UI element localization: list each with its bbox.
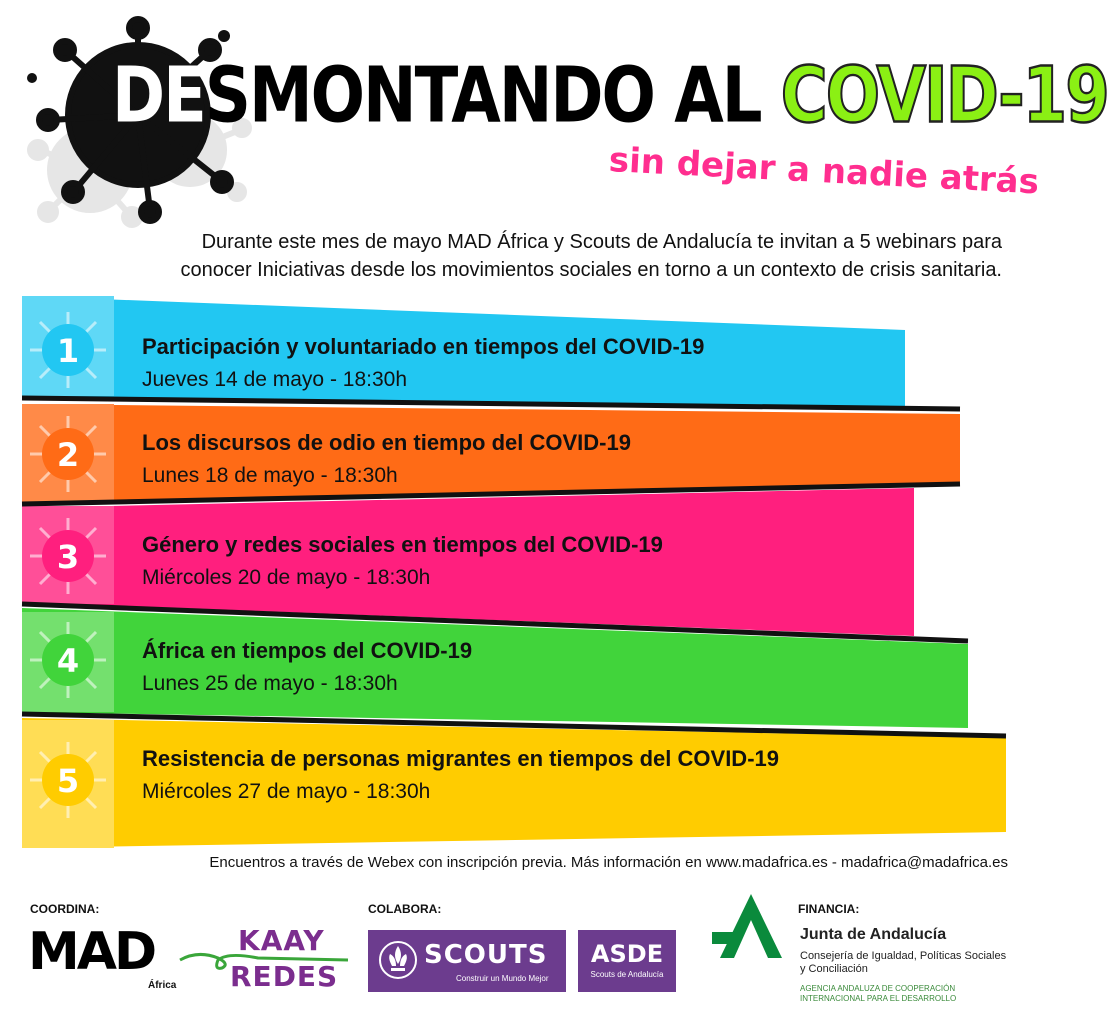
kaay-bottom-text: REDES [230, 960, 339, 993]
junta-name: Junta de Andalucía [800, 926, 947, 943]
webinar-2-title: Los discursos de odio en tiempo del COVID-19 [142, 430, 631, 455]
financia-label: FINANCIA: [798, 902, 860, 916]
scouts-logo [368, 930, 566, 992]
kaay-redes-logo [178, 920, 350, 1000]
intro-line-1: Durante este mes de mayo MAD África y Scouts de Andalucía te invitan a 5 webinars para [201, 231, 1002, 253]
badge-1-virus-icon [26, 308, 110, 392]
badge-5-virus-icon [26, 738, 110, 822]
webinar-4-date: Lunes 25 de mayo - 18:30h [142, 672, 398, 695]
webinar-1 [142, 334, 704, 392]
badge-3-virus-icon [26, 514, 110, 598]
webinar-2 [142, 430, 631, 488]
badge-2-number: 2 [56, 436, 80, 474]
junta-agency: AGENCIA ANDALUZA DE COOPERACIÓN INTERNACIONAL PARA EL DESARROLLO [800, 984, 957, 1003]
mad-logo-sub: África [148, 980, 177, 991]
webinar-5-date: Miércoles 27 de mayo - 18:30h [142, 780, 431, 803]
webinar-4 [142, 638, 472, 696]
webinar-3-date: Miércoles 20 de mayo - 18:30h [142, 566, 431, 589]
badge-5-number: 5 [56, 762, 80, 800]
scouts-name: SCOUTS [424, 940, 548, 970]
asde-tagline: Scouts de Andalucía [590, 970, 664, 979]
mad-logo-text: MAD [28, 922, 155, 982]
asde-logo [578, 930, 676, 992]
webinar-2-date: Lunes 18 de mayo - 18:30h [142, 464, 398, 487]
subtitle: sin dejar a nadie atrás [607, 140, 1040, 203]
scouts-tagline: Construir un Mundo Mejor [456, 974, 549, 983]
badge-4-virus-icon [26, 618, 110, 702]
webinar-5-title: Resistencia de personas migrantes en tiempos del COVID-19 [142, 746, 779, 771]
badge-1-number: 1 [56, 332, 80, 370]
webinar-1-title: Participación y voluntariado en tiempos del COVID-19 [142, 334, 705, 359]
asde-name: ASDE [590, 940, 664, 968]
title-covid: COVID-19 [780, 52, 1108, 141]
title-de: DE [112, 52, 205, 141]
coordina-label: COORDINA: [30, 902, 100, 916]
badge-3-number: 3 [56, 538, 80, 576]
kaay-top-text: KAAY [238, 924, 325, 957]
intro-line-2: conocer Iniciativas desde los movimientos sociales en torno a un contexto de crisis sanitaria. [180, 259, 1002, 281]
webinar-1-date: Jueves 14 de mayo - 18:30h [142, 368, 408, 391]
badge-4-number: 4 [56, 642, 80, 680]
colabora-label: COLABORA: [368, 902, 442, 916]
webinar-4-title: África en tiempos del COVID-19 [142, 638, 473, 663]
webinar-3 [142, 532, 663, 590]
junta-andalucia-emblem-icon [712, 892, 790, 966]
title-main: SMONTANDO AL [204, 52, 781, 141]
webinar-3-title: Género y redes sociales en tiempos del COVID-19 [142, 532, 663, 557]
webinar-5 [142, 746, 779, 804]
badge-2-virus-icon [26, 412, 110, 496]
footer-note: Encuentros a través de Webex con inscripción previa. Más información en www.madafrica.es - madafrica@madafrica.es [209, 854, 1008, 871]
fleur-de-lis-icon [378, 940, 418, 980]
junta-department: Consejería de Igualdad, Políticas Sociales y Conciliación [800, 950, 1007, 975]
mad-africa-logo [28, 922, 178, 992]
